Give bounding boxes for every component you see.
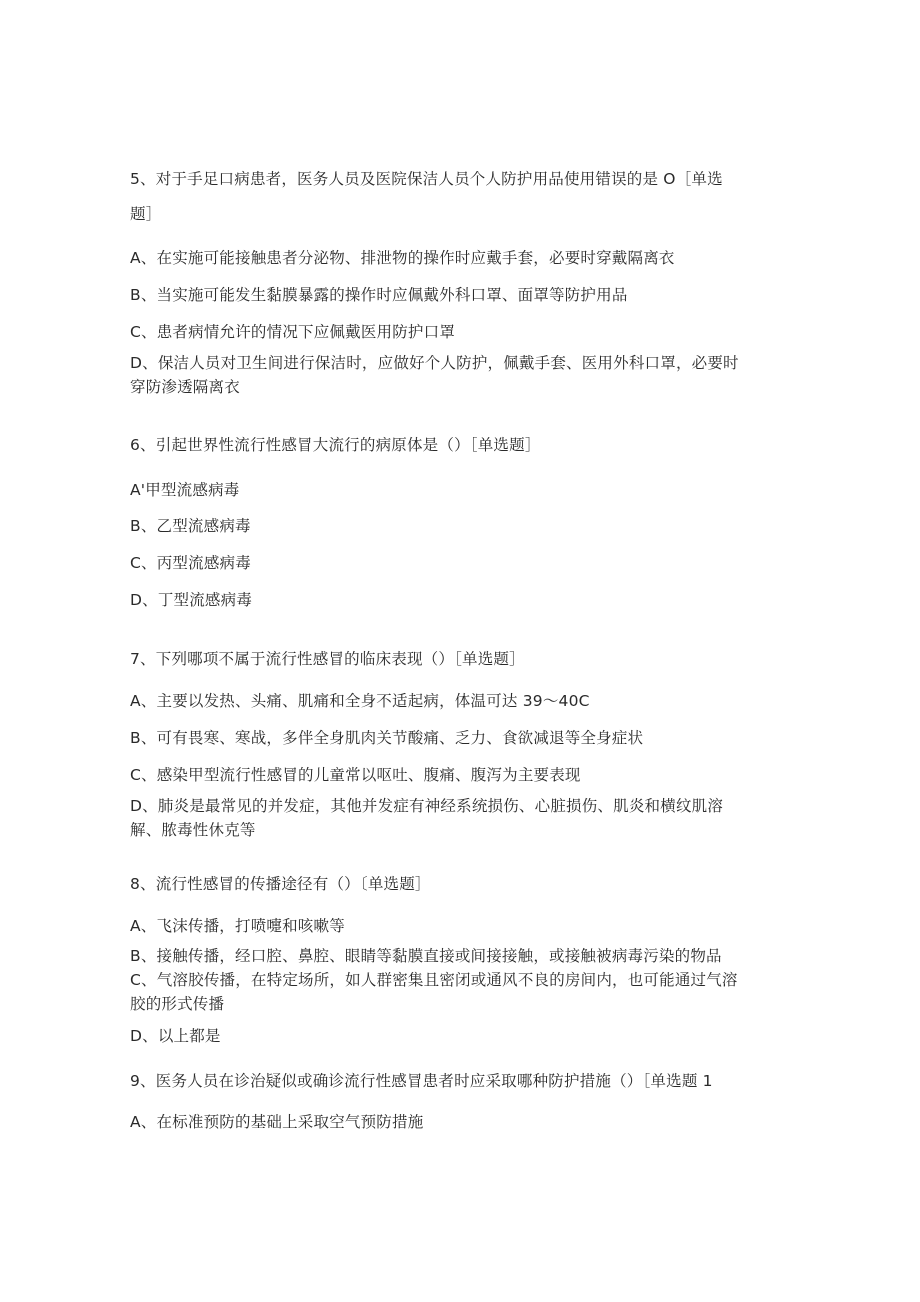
option-a: A、主要以发热、头痛、肌痛和全身不适起病，体温可达 39～40C bbox=[130, 692, 590, 710]
option-a: A'甲型流感病毒 bbox=[130, 481, 240, 499]
option-c: C、气溶胶传播，在特定场所，如人群密集且密闭或通风不良的房间内，也可能通过气溶 bbox=[130, 971, 738, 989]
option-a: A、在标准预防的基础上采取空气预防措施 bbox=[130, 1113, 424, 1131]
option-d: 穿防渗透隔离衣 bbox=[130, 378, 240, 396]
option-d: D、丁型流感病毒 bbox=[130, 591, 253, 609]
option-a: A、飞沫传播，打喷嚏和咳嗽等 bbox=[130, 917, 345, 935]
option-c: 胶的形式传播 bbox=[130, 995, 225, 1013]
question-stem: 9、医务人员在诊治疑似或确诊流行性感冒患者时应采取哪种防护措施（）［单选题 1 bbox=[130, 1072, 713, 1090]
option-d: D、保洁人员对卫生间进行保洁时，应做好个人防护，佩戴手套、医用外科口罩，必要时 bbox=[130, 354, 739, 372]
option-c: C、患者病情允许的情况下应佩戴医用防护口罩 bbox=[130, 323, 456, 341]
question-stem: 6、引起世界性流行性感冒大流行的病原体是（）［单选题］ bbox=[130, 436, 541, 454]
option-b: B、乙型流感病毒 bbox=[130, 517, 251, 535]
option-a: A、在实施可能接触患者分泌物、排泄物的操作时应戴手套，必要时穿戴隔离衣 bbox=[130, 249, 675, 267]
option-b: B、可有畏寒、寒战，多伴全身肌肉关节酸痛、乏力、食欲减退等全身症状 bbox=[130, 729, 644, 747]
question-stem: 5、对于手足口病患者，医务人员及医院保洁人员个人防护用品使用错误的是 O［单选 bbox=[130, 170, 723, 188]
option-d: D、肺炎是最常见的并发症，其他并发症有神经系统损伤、心脏损伤、肌炎和横纹肌溶 bbox=[130, 797, 724, 815]
question-stem: 7、下列哪项不属于流行性感冒的临床表现（）［单选题］ bbox=[130, 650, 525, 668]
option-d: 解、脓毒性休克等 bbox=[130, 821, 256, 839]
option-b: B、接触传播，经口腔、鼻腔、眼睛等黏膜直接或间接接触，或接触被病毒污染的物品 bbox=[130, 947, 722, 965]
option-c: C、感染甲型流行性感冒的儿童常以呕吐、腹痛、腹泻为主要表现 bbox=[130, 766, 581, 784]
option-c: C、丙型流感病毒 bbox=[130, 554, 251, 572]
question-stem: 8、流行性感冒的传播途径有（）〔单选题］ bbox=[130, 875, 431, 893]
option-b: B、当实施可能发生黏膜暴露的操作时应佩戴外科口罩、面罩等防护用品 bbox=[130, 286, 628, 304]
question-stem: 题］ bbox=[130, 205, 162, 223]
option-d: D、以上都是 bbox=[130, 1027, 221, 1045]
